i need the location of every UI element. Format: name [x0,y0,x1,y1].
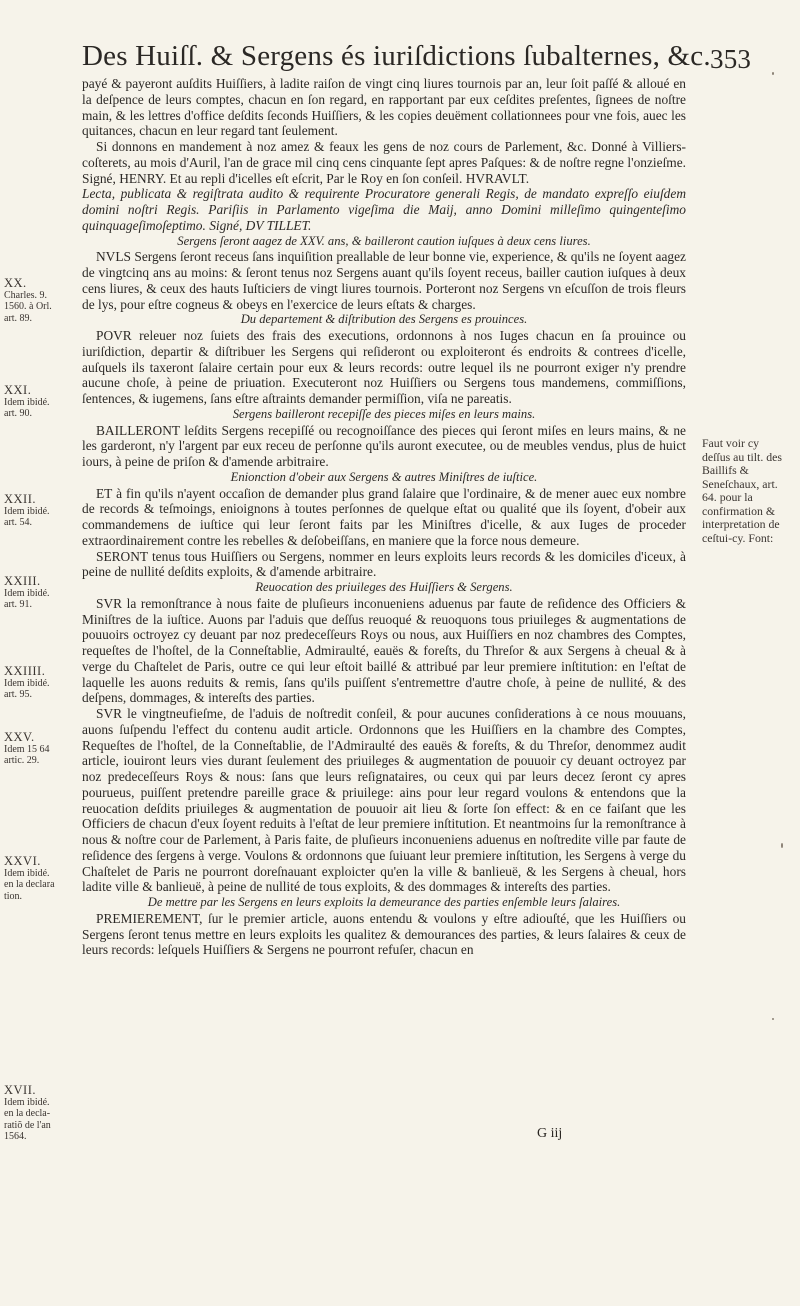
signature-mark: G iij [537,1126,563,1141]
margin-line: artic. 29. [4,755,40,766]
margin-line: 1564. [4,1131,27,1142]
right-margin-note: Faut voir cy deſſus au tilt. des Baillifs & Seneſchaux, art. 64. pour la confirmation & interpretation de ceſtui-cy. Font: [702,436,782,545]
margin-line: art. 89. [4,312,33,324]
section-heading: Reuocation des priuileges des Huiſſiers & Sergens. [255,580,513,594]
margin-line: Idem 15 64 [4,743,50,755]
article-number: XXIIII. [4,664,46,678]
page-title: Des Huiſſ. & Sergens és iuriſdictions ſubalternes, &c. [82,40,711,72]
margin-note [4,494,50,529]
paragraph: ET à fin qu'ils n'ayent occaſion de demander plus grand ſalaire que l'ordinaire, & de mener auec eux nombre de records & teſmoings, enioignons à toutes perſonnes de quelque eſtat ou qualité que ils ſoyent, d'obeir aux commandemens de iuſtice qui leur ſeront faits par les Miniſtres d'icelle, & aux Iuges de proceder extraordinairement contre les rebelles & deſobeiſſans, en maniere que la force nous demeure. [82,485,686,548]
section-heading: Enionction d'obeir aux Sergens & autres Miniſtres de iuſtice. [230,469,538,484]
section-heading: Sergens bailleront recepiſſe des pieces miſes en leurs mains. [232,406,536,421]
section-heading: Du departement & diſtribution des Sergens es prouinces. [240,312,528,327]
margin-note [4,666,50,701]
margin-note [4,278,52,324]
margin-line: Idem ibidé. [4,587,50,599]
paragraph-latin: Lecta, publicata & regiſtrata audito & requirente Procuratore generali Regis, de mandato expreſſo eiuſdem domini noſtri Regis. Pariſiis in Parlamento vigeſima die Maij, anno Domini milleſimo quingenteſimo quinquageſimoſeptimo. Signé, DV TILLET. [82,186,686,233]
margin-line: art. 90. [4,408,33,419]
article-number: XXIII. [4,574,41,588]
article-number: XXI. [4,383,32,397]
margin-line: art. 95. [4,689,33,700]
paragraph: SVR le vingtneufieſme, de l'aduis de noſtredit conſeil, & pour aucunes conſiderations à ce nous mouuans, auons ſuſpendu l'effect du contenu audit article. Ordonnons que les Huiſſiers en la chambre des Comptes, Requeſtes de l'hoſtel, de la Conneſtablie, de l'Admiraulté des eauës & foreſts, & du Threſor, denommez audit article, iouiront leurs vies durant ſeulement des priuileges & augmentation de pouuoir cy deuant octroyez par noz predeceſſeurs Roys & nous: ſans que leurs reſignataires, ou ceux qui par leurs decez ſeront cy apres pourueus, puiſſent pretendre pareille grace & priuilege: ains pour leur regard voulons & entendons que la reuocation deſdits priuileges & augmentation de pouuoir ait lieu & ſorte ſon effect: & en ce faiſant que les Officiers de chacun d'eux ſoyent reduits à l'eſtat de leur premiere inſtitution. Et neantmoins ſur la remonſtrance à nous & noſtre cour de Parlement, à Paris faite, de pluſieurs inconueniens aduenus en noſtredite ville par faute de reſidence des ſergens à verge. Voulons & ordonnons que ſuiuant leur premiere inſtitution, les Sergens à verge du Chaſtelet de Paris ne pourront doreſnauant exploicter qu'en la ville & banlieuë, & les Sergens à cheual, hors ladite ville & banlieuë, à peine de nullité de tous exploits, & des dommages & intereſts des parties. [82,706,686,895]
paragraph: NVLS Sergens ſeront receus ſans inquiſition preallable de leur bonne vie, experience, & qu'ils ne ſoyent aagez de vingtcinq ans au moins: & ſeront tenus noz Sergens auant qu'ils ſoyent receus, bailler caution iuſques à deux cens liures, & ceux des hauts Iuſticiers de vingt liures tournois. Porteront noz Sergens vn eſcuſſon de trois fleurs de lys, pour eſtre cogneus & obeys en l'exercice de leurs eſtats & charges. [82,249,686,312]
margin-note [4,385,50,420]
article-number: XX. [4,276,27,290]
article-number: XXII. [4,492,37,506]
margin-note [4,576,50,611]
paragraph: PREMIEREMENT, ſur le premier article, auons entendu & voulons y eſtre adiouſté, que les Huiſſiers ou Sergens ſeront tenus mettre en leurs exploits les qualitez & demourances des parties, & leurs ſalaires & ceux de leurs records: leſquels Huiſſiers & Sergens ne pourront refuſer, chacun en [82,910,686,958]
article-number: XXV. [4,730,35,744]
paper-speck [772,72,774,75]
margin-line: 1560. à Orl. [4,301,52,312]
body-text [82,76,686,958]
margin-line: Charles. 9. [4,289,48,301]
margin-note [4,856,55,902]
margin-line: art. 91. [4,599,33,610]
paragraph: SVR la remonſtrance à nous faite de pluſieurs inconueniens aduenus par faute de reſidence des Officiers & Miniſtres de la iuſtice. Auons par l'aduis que deſſus reuoqué & reuoquons tous priuileges & augmentations de pouuoirs octroyez cy deuant par noz predeceſſeurs Roys ou nous, aux Huiſſiers en noz chambres des Comptes, requeſtes de l'hoſtel, de la Conneſtablie, Admiraulté, eauës & foreſts, du Threſor & aux Sergens à cheual & à verge du Chaſtelet de Paris, outre ce qui leur eſtoit baillé & attribué par leur premiere inſtitution: en l'eſtat de laquelle les auons reduits & remis, ſans qu'ils puiſſent s'entremettre d'autre choſe, à peine de nullité, & des deſpens, dommages, & intereſts des parties. [82,595,686,706]
margin-line: tion. [4,890,23,902]
running-header [82,40,782,73]
article-number: XXVI. [4,854,41,868]
margin-line: ratiõ de l'an [4,1119,51,1131]
margin-line: Idem ibidé. [4,505,50,517]
margin-line: Idem ibidé. [4,867,50,879]
margin-line: Idem ibidé. [4,1096,50,1108]
page-number: 353 [710,44,752,74]
paragraph: POVR releuer noz ſuiets des frais des executions, ordonnons à nos Iuges chacun en ſa prouince ou iuriſdiction, departir & diſtribuer les Sergens qui reſideront ou exploiteront és endroits & contrees d'icelle, auſquels ils taxeront ſalaire certain pour eux & leurs records: outre lequel ils ne pourront exiger n'y prendre aucune choſe, à peine de priuation. Executeront noz Huiſſiers ou Sergens tous mandemens, commiſſions, ſentences, & iugemens, ſans eſtre aſtraints demander permiſſion, viſa ne pareatis. [82,328,686,406]
margin-line: Idem ibidé. [4,677,50,689]
paper-speck [772,1018,774,1020]
margin-line: en la decla- [4,1108,51,1119]
paragraph: payé & payeront auſdits Huiſſiers, à ladite raiſon de vingt cinq liures tournois par an, leur ſoit paſſé & alloué en la deſpence de leurs comptes, chacun en ſon regard, en rapportant par eux ceſdites preſentes, ſignees de noſtre main, & les lettres d'office deſdits ſeconds Huiſſiers, & les copies deuëment collationnees pour vne fois, auec les quitances, chacun en leur regard tant ſeulement. [82,76,686,139]
paragraph: SERONT tenus tous Huiſſiers ou Sergens, nommer en leurs exploits leurs records & les domiciles d'iceux, à peine de nullité deſdits exploits, & d'amende arbitraire. [82,548,686,580]
margin-note [4,1085,51,1143]
article-number: XVII. [4,1083,37,1097]
margin-line: en la declara [4,879,55,890]
margin-note [4,732,50,767]
paper-speck [781,843,783,848]
margin-line: Idem ibidé. [4,396,50,408]
paragraph: BAILLERONT leſdits Sergens recepiſſé ou recognoiſſance des pieces qui ſeront miſes en leurs mains, & ne les garderont, n'y l'argent par eux receu de perſonne qu'ils auront executee, ou de meubles vendus, plus de huict iours, à peine de priſon & d'amende arbitraire. [82,422,686,469]
paragraph: Si donnons en mandement à noz amez & feaux les gens de noz cours de Parlement, &c. Donné à Villiers-coſterets, au mois d'Auril, l'an de grace mil cinq cens cinquante ſept apres Paſques: & de noſtre regne l'onzieſme. Signé, HENRY. Et au repli d'icelles eſt eſcrit, Par le Roy en ſon conſeil. HVRAVLT. [82,139,686,186]
section-heading: De mettre par les Sergens en leurs exploits la demeurance des parties enſemble leurs ſalaires. [147,895,621,909]
margin-line: art. 54. [4,517,33,528]
section-heading: Sergens ſeront aagez de XXV. ans, & bailleront caution iuſques à deux cens liures. [177,233,591,248]
